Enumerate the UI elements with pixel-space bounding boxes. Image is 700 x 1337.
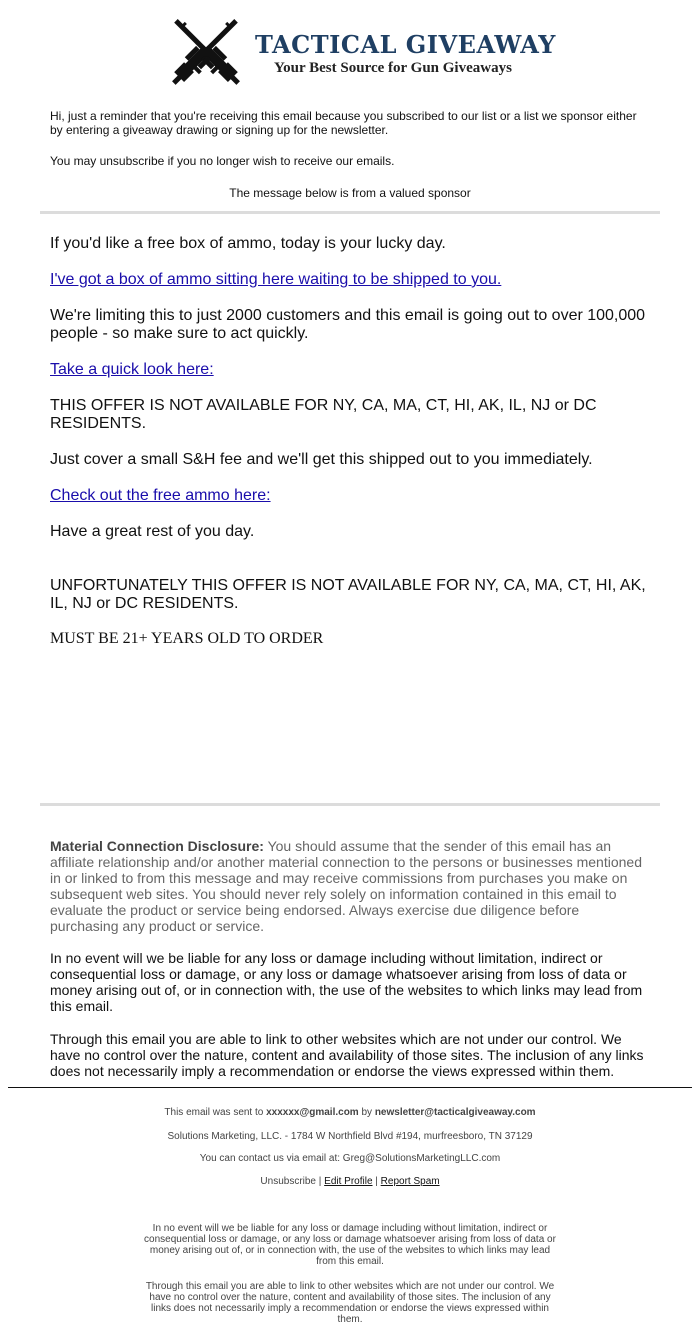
- disclosure-label: Material Connection Disclosure:: [50, 838, 264, 854]
- footer-divider: [8, 1087, 692, 1088]
- unsubscribe-notice: You may unsubscribe if you no longer wish to receive our emails.: [50, 154, 395, 168]
- disclosure-text: You should assume that the sender of this email has an affiliate relationship and/or another material connection to the persons or businesses mentioned in or linked to from this message and may receive commissions from purchases you make on subsequent web sites. You should never rely solely on information contained in this email to evaluate the product or service being endorsed. Always exercise due diligence before purchasing any product or service.: [50, 838, 642, 934]
- message-link-ammo-box: [50, 271, 650, 289]
- report-spam-link[interactable]: Report Spam: [380, 1176, 440, 1187]
- sender-email: newsletter@tacticalgiveaway.com: [374, 1107, 536, 1118]
- message-availability-repeat: UNFORTUNATELY THIS OFFER IS NOT AVAILABLE FOR NY, CA, MA, CT, HI, AK, IL, NJ or DC RESIDENTS.: [50, 577, 646, 612]
- message-shipping: Just cover a small S&H fee and we'll get this shipped out to you immediately.: [50, 451, 593, 468]
- subscription-reminder: Hi, just a reminder that you're receiving this email because you subscribed to our list or a list we sponsor either by entering a giveaway drawing or signing up for the newsletter.: [50, 109, 637, 137]
- free-ammo-link[interactable]: Check out the free ammo here:: [50, 487, 271, 504]
- footer-external-links: Through this email you are able to link to other websites which are not under our control. We have no control over the nature, content and availability of those sites. The inclusion of any links does not necessarily imply a recommendation or endorse the views expressed within them.: [145, 1281, 555, 1325]
- message-limit: We're limiting this to just 2000 customers and this email is going out to over 100,000 people - so make sure to act quickly.: [50, 307, 646, 342]
- message-link-free-ammo: [50, 487, 650, 505]
- quick-look-link[interactable]: Take a quick look here:: [50, 361, 214, 378]
- brand-tagline: Your Best Source for Gun Giveaways: [274, 60, 512, 76]
- message-age-requirement: MUST BE 21+ YEARS OLD TO ORDER: [50, 630, 324, 647]
- footer-actions: [0, 1176, 700, 1188]
- company-address: Solutions Marketing, LLC. - 1784 W Northfield Blvd #194, murfreesboro, TN 37129: [167, 1131, 533, 1142]
- sponsor-notice: The message below is from a valued sponsor: [229, 186, 471, 200]
- message-availability: THIS OFFER IS NOT AVAILABLE FOR NY, CA, MA, CT, HI, AK, IL, NJ or DC RESIDENTS.: [50, 397, 597, 432]
- external-links-notice: Through this email you are able to link to other websites which are not under our control. We have no control over the nature, content and availability of those sites. The inclusion of any links does not necessarily imply a recommendation or endorse the views expressed within them.: [50, 1031, 644, 1079]
- sent-to-line: [0, 1107, 700, 1119]
- contact-line: You can contact us via email at: Greg@SolutionsMarketingLLC.com: [199, 1153, 501, 1164]
- message-intro: If you'd like a free box of ammo, today is your lucky day.: [50, 235, 446, 252]
- message-signoff: Have a great rest of you day.: [50, 523, 255, 540]
- edit-profile-link[interactable]: Edit Profile: [324, 1176, 373, 1187]
- liability-notice: In no event will we be liable for any loss or damage including without limitation, indirect or consequential loss or damage, or any loss or damage whatsoever arising from loss of data or money arising out of, or in connection with, the use of the websites to which links may lead from this email.: [50, 950, 643, 1014]
- unsubscribe-link[interactable]: Unsubscribe: [260, 1176, 316, 1187]
- brand-logo: [158, 10, 558, 100]
- separator: |: [372, 1176, 381, 1187]
- brand-title: TACTICAL GIVEAWAY: [255, 30, 556, 59]
- sent-by: by: [358, 1107, 375, 1118]
- material-disclosure: [50, 838, 650, 934]
- ammo-box-link[interactable]: I've got a box of ammo sitting here waiting to be shipped to you.: [50, 271, 502, 288]
- divider-bottom: [40, 803, 660, 806]
- separator: |: [316, 1176, 325, 1187]
- message-link-quick-look: [50, 361, 650, 379]
- footer-liability: In no event will we be liable for any loss or damage including without limitation, indirect or consequential loss or damage, or any loss or damage whatsoever arising from loss of data or money arising out of, or in connection with, the use of the websites to which links may lead from this email.: [144, 1223, 556, 1267]
- recipient-email: xxxxxx@gmail.com: [266, 1107, 359, 1118]
- divider-top: [40, 211, 660, 214]
- sent-prefix: This email was sent to: [164, 1107, 267, 1118]
- crossed-rifles-icon: [158, 10, 254, 96]
